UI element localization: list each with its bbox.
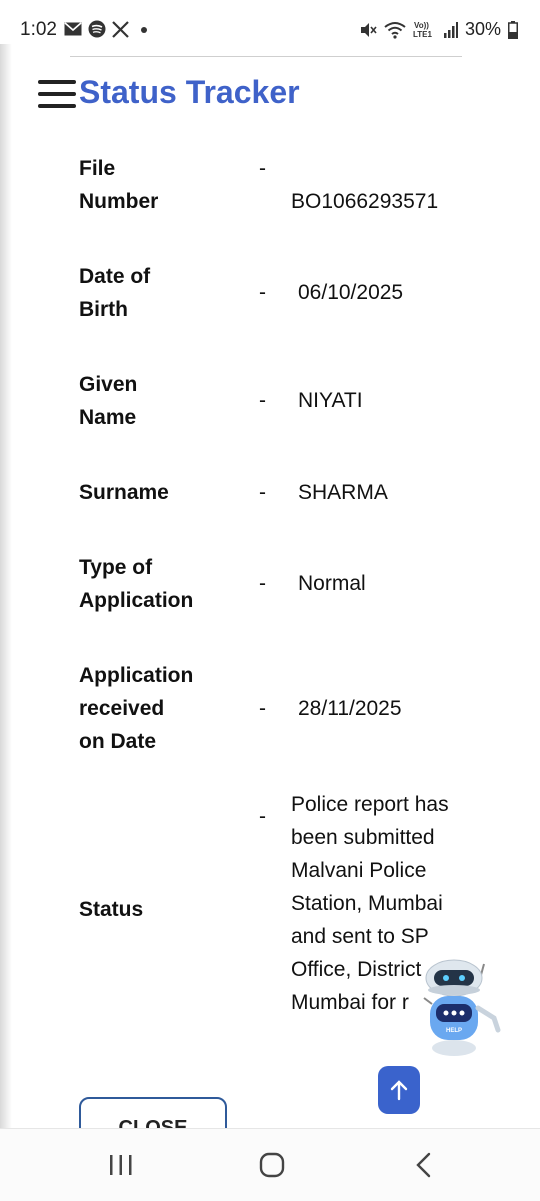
robot-icon <box>418 958 508 1062</box>
svg-text:LTE1: LTE1 <box>412 29 432 39</box>
status-bar <box>0 0 540 60</box>
detail-value: 06/10/2025 <box>298 281 404 304</box>
detail-dash: - <box>259 157 266 180</box>
signal-icon <box>444 22 458 38</box>
detail-dash: - <box>259 281 266 304</box>
scroll-to-top-button[interactable] <box>378 1066 420 1114</box>
detail-value: BO1066293571 <box>291 190 439 213</box>
back-icon[interactable] <box>410 1151 438 1179</box>
detail-dash: - <box>259 572 266 595</box>
spotify-icon <box>88 20 106 38</box>
svg-text:HELP: HELP <box>445 1028 463 1034</box>
detail-value: NIYATI <box>298 389 363 412</box>
mail-icon <box>64 22 82 36</box>
battery-percent: 30% <box>464 19 501 39</box>
page-title: Status Tracker <box>79 74 300 110</box>
dot-icon <box>135 22 149 36</box>
arrow-up-icon <box>389 1079 409 1101</box>
help-chatbot[interactable] <box>418 958 508 1062</box>
detail-value: Normal <box>298 572 366 595</box>
detail-label: File Number <box>79 157 159 213</box>
svg-text:Vo)): Vo)) <box>413 20 429 30</box>
system-icons <box>359 19 518 40</box>
detail-label: Type of Application <box>79 556 194 612</box>
system-nav-bar <box>0 1128 540 1201</box>
wifi-icon <box>384 21 406 39</box>
detail-label: Surname <box>79 481 169 504</box>
mute-icon <box>359 21 377 39</box>
detail-label: Date of Birth <box>79 265 151 321</box>
detail-dash: - <box>259 481 266 504</box>
status-time: 1:02 <box>20 19 57 40</box>
battery-icon <box>508 21 518 39</box>
header-divider <box>70 56 462 57</box>
detail-dash: - <box>259 805 266 828</box>
detail-value: 28/11/2025 <box>298 697 402 720</box>
notification-icons <box>64 20 149 38</box>
detail-value: SHARMA <box>298 481 388 504</box>
detail-label: Given Name <box>79 373 138 429</box>
x-icon <box>112 21 129 38</box>
detail-value-clip <box>291 185 540 218</box>
detail-dash: - <box>259 389 266 412</box>
volte-icon <box>413 20 437 40</box>
home-icon[interactable] <box>258 1151 286 1179</box>
detail-dash: - <box>259 697 266 720</box>
status-label: Status <box>79 898 144 921</box>
hamburger-menu-icon[interactable] <box>38 80 76 108</box>
page-edge-shadow <box>0 44 12 1129</box>
recent-apps-icon[interactable] <box>107 1151 135 1179</box>
status-text: Police report has been submitted Malvani Police Station, Mumbai and sent to SP Office, District Mumbai for r <box>291 793 449 1014</box>
detail-label: Application received on Date <box>79 664 194 753</box>
